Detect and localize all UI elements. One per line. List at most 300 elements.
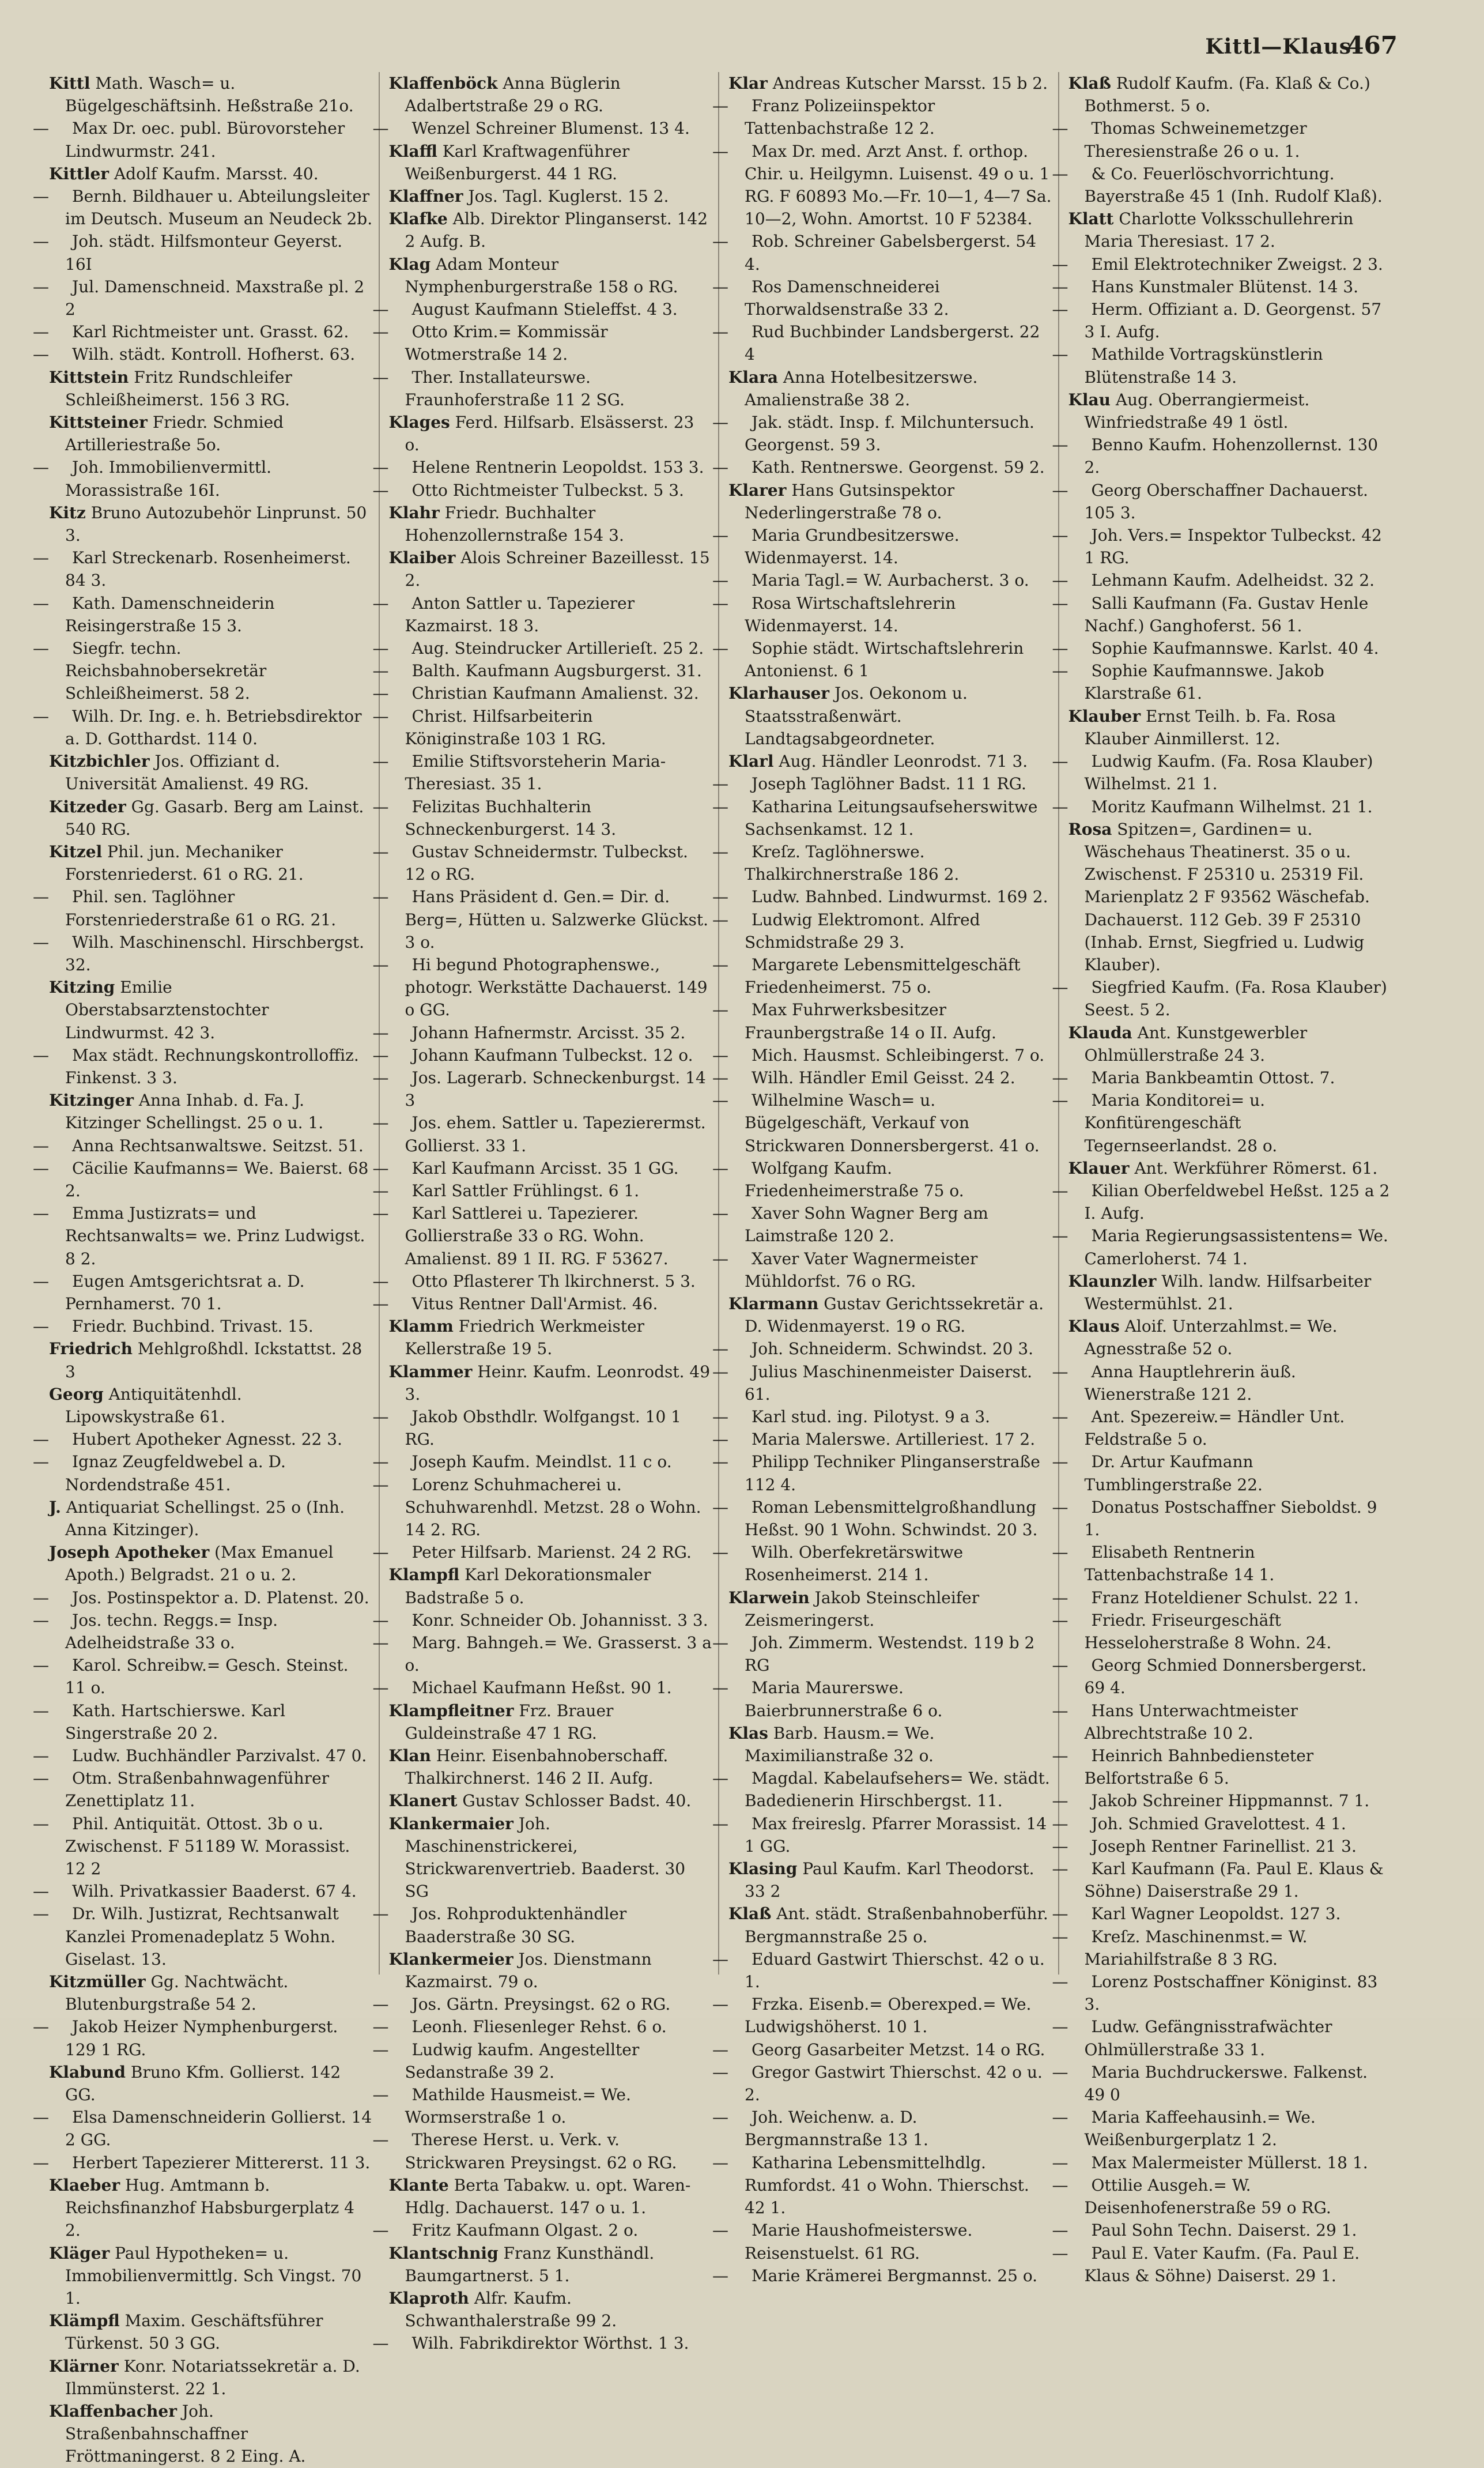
directory-entry [372,2128,713,2173]
entry-surname: Kitzel [49,842,103,861]
entry-surname: Kitzbichler [49,752,150,771]
directory-entry [49,1541,373,1586]
directory-entry [712,1450,1052,1495]
directory-entry [712,230,1052,275]
entry-text: Dr. Wilh. Justizrat, Rechtsanwalt Kanzlei Promenadeplatz 5 Wohn. Giselast. 13. [65,1904,339,1969]
entry-text: August Kaufmann Stieleffst. 4 3. [411,300,678,319]
entry-text: Maria Malerswe. Artilleriest. 17 2. [752,1430,1036,1449]
entry-surname: Klaus [1068,1317,1120,1336]
directory-entry [712,1541,1052,1586]
entry-text: Vitus Rentner Dall'Armist. 46. [411,1294,658,1313]
entry-text: Andreas Kutscher Marsst. 15 b 2. [767,74,1048,93]
ditto-dash: — [33,1656,49,1675]
directory-entry [389,502,713,547]
entry-text: Karol. Schreibw.= Gesch. Steinst. 11 o. [65,1656,349,1698]
directory-entry [712,276,1052,321]
entry-text: Wilh. Privatkassier Baaderst. 67 4. [72,1882,357,1901]
directory-entry [372,841,713,886]
ditto-dash: — [1052,1407,1068,1426]
ditto-dash: — [372,367,389,387]
entry-surname: J. [49,1497,61,1517]
directory-entry [712,140,1052,231]
entry-surname: Kittler [49,164,109,183]
entry-text: Joseph Rentner Farinellist. 21 3. [1091,1836,1357,1856]
directory-entry [1052,163,1392,208]
entry-text: Maria Tagl.= W. Aurbacherst. 3 o. [752,571,1029,590]
entry-surname: Kitzing [49,978,115,997]
entry-text: Benno Kaufm. Hohenzollernst. 130 2. [1084,435,1379,477]
ditto-dash: — [372,1158,389,1178]
directory-entry [1052,1180,1392,1224]
directory-entry [728,1587,1052,1631]
entry-surname: Klaproth [388,2288,469,2308]
directory-entry [1052,1587,1392,1609]
directory-entry [49,2355,373,2400]
entry-text: Ther. Installateurswe. Fraunhoferstraße 11 2 SG. [405,367,625,409]
ditto-dash: — [1052,526,1068,545]
directory-entry [728,72,1052,95]
entry-text: Jul. Damenschneid. Maxstraße pl. 2 2 [65,277,365,319]
entry-text: Phil. Antiquität. Ottost. 3b o u. Zwischenst. F 51189 W. Morassist. 12 2 [65,1814,350,1879]
entry-text: Margarete Lebensmittelgeschäft Friedenheimerst. 75 o. [745,955,1021,997]
directory-entry [1052,1609,1392,1654]
ditto-dash: — [712,842,728,861]
ditto-dash: — [1052,1814,1068,1833]
ditto-dash: — [712,1633,728,1653]
ditto-dash: — [372,1068,389,1087]
entry-text: Joh. Vers.= Inspektor Tulbeckst. 42 1 RG. [1084,526,1382,568]
entry-text: Konr. Schneider Ob. Johannisst. 3 3. [411,1610,708,1630]
ditto-dash: — [33,593,49,613]
directory-entry [712,1767,1052,1812]
entry-surname: Klaß [1068,74,1111,93]
directory-entry [1052,524,1392,569]
directory-entry [1052,1067,1392,1089]
entry-surname: Kittl [49,74,90,93]
entry-text: Max freireslg. Pfarrer Morassist. 14 1 GG. [745,1814,1047,1856]
entry-text: Kath. Rentnerswe. Georgenst. 59 2. [752,458,1045,477]
ditto-dash: — [1052,1791,1068,1811]
directory-entry [1052,1406,1392,1450]
directory-entry [49,366,373,411]
directory-entry [49,1383,373,1428]
ditto-dash: — [33,119,49,138]
directory-entry [1052,976,1392,1021]
entry-text: Ant. Kunstgewerbler Ohlmüllerstraße 24 3. [1084,1023,1308,1065]
entry-surname: Klan [388,1746,431,1766]
ditto-dash: — [33,887,49,907]
directory-entry [33,1044,373,1089]
directory-entry [389,1700,713,1744]
directory-entry [49,2174,373,2242]
directory-entry [1052,1089,1392,1157]
entry-text: Karl Kaufmann (Fa. Paul E. Klaus & Söhne) Daiserstraße 29 1. [1084,1859,1384,1901]
directory-entry [372,1022,713,1044]
directory-entry [49,841,373,886]
entry-text: Friedr. Buchbind. Trivast. 15. [72,1317,314,1336]
entry-text: Joh. Immobilienvermittl. Morassistraße 16I. [65,458,271,500]
entry-text: Gregor Gastwirt Thierschst. 42 o u. 2. [745,2062,1043,2105]
ditto-dash: — [1052,978,1068,997]
ditto-dash: — [712,1339,728,1359]
entry-text: Aug. Händler Leonrodst. 71 3. [773,752,1028,771]
entry-text: Phil. sen. Taglöhner Forstenriederstraße 61 o RG. 21. [65,887,337,929]
ditto-dash: — [712,1068,728,1087]
ditto-dash: — [1052,571,1068,590]
entry-text: Franz Polizeiinspektor Tattenbachstraße 12 2. [745,96,935,138]
ditto-dash: — [33,1588,49,1607]
entry-surname: Klatt [1068,209,1114,229]
ditto-dash: — [712,1678,728,1698]
ditto-dash: — [712,1362,728,1381]
entry-text: Berta Tabakw. u. opt. Waren-Hdlg. Dachauerst. 147 o u. 1. [405,2175,691,2218]
directory-entry [33,1587,373,1609]
entry-text: Maria Buchdruckerswe. Falkenst. 49 0 [1084,2062,1368,2105]
directory-entry [49,2309,373,2354]
directory-entry [33,1428,373,1450]
entry-text: Anna Hotelbesitzerswe. Amalienstraße 38 2. [745,367,978,409]
directory-entry [1052,1654,1392,1699]
entry-text: Fritz Kaufmann Olgast. 2 o. [411,2221,639,2240]
directory-entry [712,2152,1052,2220]
entry-text: Franz Kunsthändl. Baumgartnerst. 5 1. [405,2243,655,2285]
ditto-dash: — [33,1452,49,1472]
directory-entry [1052,1789,1392,1812]
entry-surname: Kitzinger [49,1091,134,1110]
entry-text: Alfr. Kaufm. Schwanthalerstraße 99 2. [405,2288,617,2331]
directory-entry [1052,1813,1392,1835]
entry-text: Jak. städt. Insp. f. Milchuntersuch. Georgenst. 59 3. [745,413,1034,455]
directory-entry [33,1813,373,1881]
entry-text: Maria Regierungsassistentens= We. Camerloherst. 74 1. [1084,1226,1388,1268]
entry-text: Jos. ehem. Sattler u. Tapezierermst. Gollierst. 33 1. [405,1113,706,1155]
ditto-dash: — [372,1204,389,1223]
directory-entry [712,773,1052,795]
entry-text: & Co. Feuerlöschvorrichtung. Bayerstraße 45 1 (Inh. Rudolf Klaß). [1084,164,1383,206]
entry-surname: Klaiber [388,548,456,568]
ditto-dash: — [372,119,389,138]
ditto-dash: — [712,413,728,432]
ditto-dash: — [712,1430,728,1449]
entry-surname: Kittstein [49,367,129,387]
directory-entry [1052,1970,1392,2015]
ditto-dash: — [712,774,728,794]
ditto-dash: — [372,1904,389,1924]
ditto-dash: — [712,96,728,116]
directory-entry [33,1654,373,1699]
entry-text: Franz Hoteldiener Schulst. 22 1. [1091,1588,1359,1607]
entry-surname: Klanert [388,1791,458,1811]
entry-text: Marie Haushofmeisterswe. Reisenstuelst. 61 RG. [745,2221,973,2263]
directory-entry [389,1563,713,1608]
ditto-dash: — [1052,1543,1068,1562]
ditto-dash: — [372,2334,389,2353]
ditto-dash: — [372,1633,389,1653]
entry-text: Gg. Nachtwächt. Blutenburgstraße 54 2. [65,1972,289,2014]
entry-text: Karl Dekorationsmaler Badstraße 5 o. [405,1565,651,1607]
entry-text: Cäcilie Kaufmanns= We. Baierst. 68 2. [65,1158,369,1200]
directory-entry [49,2400,373,2468]
entry-text: Konr. Notariatssekretär a. D. Ilmmünsterst. 22 1. [65,2356,360,2398]
ditto-dash: — [33,232,49,251]
directory-columns [33,72,1398,2466]
directory-entry [389,185,713,208]
entry-text: Otto Krim.= Kommissär Wotmerstraße 14 2. [405,322,608,364]
directory-entry [728,1722,1052,1767]
entry-text: Jos. Oekonom u. Staatsstraßenwärt. Landtagsabgeordneter. [745,684,968,748]
entry-text: Kath. Hartschierswe. Karl Singerstraße 20 2. [65,1701,286,1743]
directory-entry [372,1676,713,1699]
ditto-dash: — [372,639,389,658]
ditto-dash: — [33,2153,49,2172]
ditto-dash: — [372,2221,389,2240]
entry-text: Mich. Hausmst. Schleibingerst. 7 o. [752,1045,1045,1065]
entry-text: Jos. Lagerarb. Schneckenburgst. 14 3 [405,1068,706,1110]
entry-text: Maria Maurerswe. Baierbrunnerstraße 6 o. [745,1678,943,1720]
ditto-dash: — [1052,1610,1068,1630]
ditto-dash: — [1052,1904,1068,1924]
entry-surname: Klaeber [49,2175,120,2195]
entry-text: Rudolf Kaufm. (Fa. Klaß & Co.) Bothmerst. 5 o. [1084,74,1370,116]
entry-text: Roman Lebensmittelgroßhandlung Heßst. 90 1 Wohn. Schwindst. 20 3. [745,1497,1038,1539]
entry-text: Kilian Oberfeldwebel Heßst. 125 a 2 I. Aufg. [1084,1181,1390,1223]
directory-entry [712,592,1052,637]
entry-text: Katharina Leitungsaufseherswitwe Sachsenkamst. 12 1. [745,797,1038,839]
directory-entry [1052,434,1392,478]
ditto-dash: — [1052,1927,1068,1946]
entry-text: Jos. Postinspektor a. D. Platenst. 20. [72,1588,369,1607]
directory-entry [49,796,373,841]
ditto-dash: — [33,1158,49,1178]
ditto-dash: — [1052,1746,1068,1766]
ditto-dash: — [372,1023,389,1042]
ditto-dash: — [33,345,49,364]
ditto-dash: — [372,1271,389,1291]
ditto-dash: — [372,1543,389,1562]
entry-surname: Kitzmüller [49,1972,146,1992]
ditto-dash: — [1052,639,1068,658]
ditto-dash: — [1052,119,1068,138]
entry-text: Fritz Rundschleifer Schleißheimerst. 156 3 RG. [65,367,292,409]
entry-text: Ernst Teilh. b. Fa. Rosa Klauber Ainmillerst. 12. [1084,706,1336,748]
entry-text: (Max Emanuel Apoth.) Belgradst. 21 o u. 2. [65,1543,334,1585]
ditto-dash: — [1052,480,1068,500]
ditto-dash: — [372,684,389,703]
directory-entry [712,998,1052,1043]
ditto-dash: — [33,1045,49,1065]
entry-surname: Klarl [728,752,774,771]
entry-text: Hans Unterwachtmeister Albrechtstraße 10 2. [1084,1701,1298,1743]
entry-text: Ludw. Bahnbed. Lindwurmst. 169 2. [752,887,1048,907]
ditto-dash: — [372,1294,389,1313]
entry-text: Rud Buchbinder Landsbergerst. 22 4 [745,322,1040,364]
directory-entry [1068,818,1392,976]
directory-entry [33,1744,373,1767]
entry-text: Gustav Schlosser Badst. 40. [457,1791,692,1811]
entry-text: Mehlgroßhdl. Ickstattst. 28 3 [65,1339,362,1381]
page-number: 467 [1347,31,1398,59]
ditto-dash: — [372,300,389,319]
directory-entry [1052,253,1392,276]
ditto-dash: — [372,2085,389,2105]
ditto-dash: — [712,639,728,658]
ditto-dash: — [712,571,728,590]
entry-text: Herm. Offiziant a. D. Georgenst. 57 3 I. Aufg. [1084,300,1382,342]
entry-surname: Klarhauser [728,684,830,703]
entry-surname: Klages [388,413,450,432]
directory-entry [1052,569,1392,591]
ditto-dash: — [33,322,49,342]
entry-text: Ottilie Ausgeh.= W. Deisenhofenerstraße 59 o RG. [1084,2175,1331,2218]
directory-entry [49,411,373,456]
ditto-dash: — [372,593,389,613]
directory-entry [712,2219,1052,2264]
entry-text: Marg. Bahngeh.= We. Grasserst. 3 a o. [405,1633,712,1675]
directory-entry [49,1089,373,1134]
entry-text: Wilhelmine Wasch= u. Bügelgeschäft, Verkauf von Strickwaren Donnersbergerst. 41 o. [745,1091,1040,1155]
entry-text: Max Malermeister Müllerst. 18 1. [1091,2153,1368,2172]
entry-text: Hubert Apotheker Agnesst. 22 3. [72,1430,342,1449]
ditto-dash: — [712,1204,728,1223]
directory-entry [712,1361,1052,1406]
directory-entry [712,1337,1052,1360]
directory-entry [33,1902,373,1970]
entry-text: Antiquitätenhdl. Lipowskystraße 61. [65,1384,242,1426]
column-1 [33,72,380,2466]
entry-text: Math. Wasch= u. Bügelgeschäftsinh. Heßstraße 21o. [65,74,354,116]
directory-entry [712,2106,1052,2151]
ditto-dash: — [33,1136,49,1155]
directory-entry [1068,72,1392,117]
entry-text: Katharina Lebensmittelhdlg. Rumfordst. 41 o Wohn. Thierschst. 42 1. [745,2153,1029,2218]
ditto-dash: — [372,1452,389,1472]
entry-text: Georg Schmied Donnersbergerst. 69 4. [1084,1656,1367,1698]
directory-entry [712,1676,1052,1721]
entry-text: Ludwig Elektromont. Alfred Schmidstraße 29 3. [745,910,980,952]
directory-entry [712,1406,1052,1428]
directory-entry [372,682,713,704]
entry-text: Joseph Kaufm. Meindlst. 11 c o. [411,1452,672,1472]
entry-text: Ferd. Hilfsarb. Elsässerst. 23 o. [405,413,694,455]
entry-text: Karl Richtmeister unt. Grasst. 62. [72,322,349,342]
directory-entry [712,1248,1052,1293]
directory-entry [33,1880,373,1902]
ditto-dash: — [712,1814,728,1833]
directory-entry [1052,2174,1392,2219]
ditto-dash: — [712,887,728,907]
entry-text: Jos. Rohproduktenhändler Baaderstraße 30 SG. [405,1904,627,1946]
entry-text: Jos. Tagl. Kuglerst. 15 2. [463,187,669,206]
ditto-dash: — [372,1113,389,1133]
ditto-dash: — [1052,1452,1068,1472]
directory-entry [372,1270,713,1293]
entry-text: Eugen Amtsgerichtsrat a. D. Pernhamerst. 70 1. [65,1271,305,1313]
directory-entry [372,1541,713,1563]
entry-text: Thomas Schweinemetzger Theresienstraße 26 o u. 1. [1084,119,1307,161]
entry-surname: Klauber [1068,706,1141,726]
entry-text: Frz. Brauer Guldeinstraße 47 1 RG. [405,1701,614,1743]
directory-entry [372,298,713,321]
entry-text: Herbert Tapezierer Mittererst. 11 3. [72,2153,371,2172]
directory-entry [49,163,373,185]
entry-text: Aug. Steindrucker Artillerieſt. 25 2. [411,639,704,658]
entry-text: Ludwig kaufm. Angestellter Sedanstraße 39 2. [405,2040,640,2082]
entry-text: Sophie Kaufmannswe. Karlst. 40 4. [1091,639,1379,658]
entry-text: Friedrich Werkmeister Kellerstraße 19 5. [405,1317,645,1359]
entry-text: Joh. Schneiderm. Schwindst. 20 3. [752,1339,1034,1359]
entry-text: Karl Kaufmann Arcisst. 35 1 GG. [411,1158,679,1178]
directory-entry [712,1631,1052,1676]
entry-surname: Klag [388,254,431,274]
ditto-dash: — [1052,254,1068,274]
directory-entry [372,2332,713,2354]
ditto-dash: — [712,2221,728,2240]
directory-entry [372,1293,713,1315]
entry-text: Gg. Gasarb. Berg am Lainst. 540 RG. [65,797,364,839]
ditto-dash: — [33,1746,49,1766]
entry-text: Friedr. Friseurgeschäft Hesseloherstraße 8 Wohn. 24. [1084,1610,1332,1653]
directory-entry [372,1609,713,1631]
ditto-dash: — [1052,345,1068,364]
directory-entry [1052,2015,1392,2060]
directory-entry [33,931,373,976]
ditto-dash: — [33,1814,49,1833]
entry-surname: Klammer [388,1362,473,1381]
directory-entry [1068,389,1392,434]
entry-text: Christ. Hilfsarbeiterin Königinstraße 103 1 RG. [405,706,606,748]
directory-entry [49,1337,373,1382]
ditto-dash: — [33,1271,49,1291]
entry-text: Christian Kaufmann Amalienst. 32. [411,684,699,703]
entry-text: Max Dr. oec. publ. Bürovorsteher Lindwurmstr. 241. [65,119,345,161]
entry-surname: Klarwein [728,1588,810,1607]
ditto-dash: — [1052,2153,1068,2172]
ditto-dash: — [1052,1656,1068,1675]
entry-text: Barb. Hausm.= We. Maximilianstraße 32 o. [745,1723,935,1766]
column-3 [712,72,1059,2285]
directory-entry [372,1044,713,1067]
directory-entry [712,1993,1052,2038]
directory-entry [372,1157,713,1180]
entry-surname: Kitz [49,503,86,522]
ditto-dash: — [1052,1701,1068,1720]
ditto-dash: — [372,797,389,816]
directory-entry [1052,1902,1392,1925]
entry-surname: Klauer [1068,1158,1130,1178]
directory-entry [372,2219,713,2241]
entry-surname: Klabund [49,2062,126,2082]
entry-surname: Klampfl [388,1565,460,1585]
directory-entry [33,2015,373,2060]
entry-surname: Klau [1068,390,1111,409]
directory-entry [1052,1496,1392,1541]
entry-surname: Klantschnig [388,2243,499,2263]
entry-text: Jakob Schreiner Hippmannst. 7 1. [1091,1791,1370,1811]
entry-surname: Klante [388,2175,449,2195]
entry-text: Jakob Heizer Nymphenburgerst. 129 1 RG. [65,2017,338,2059]
ditto-dash: — [712,232,728,251]
entry-text: Mathilde Vortragskünstlerin Blütenstraße 14 3. [1084,345,1323,387]
directory-entry [1052,637,1392,660]
directory-entry [389,2287,713,2332]
entry-text: Anton Sattler u. Tapezierer Kazmairst. 18 3. [405,593,635,635]
directory-entry [389,1813,713,1903]
directory-entry [1068,1157,1392,1180]
directory-entry [49,2242,373,2310]
directory-entry [389,1948,713,1993]
ditto-dash: — [712,955,728,974]
ditto-dash: — [712,277,728,296]
